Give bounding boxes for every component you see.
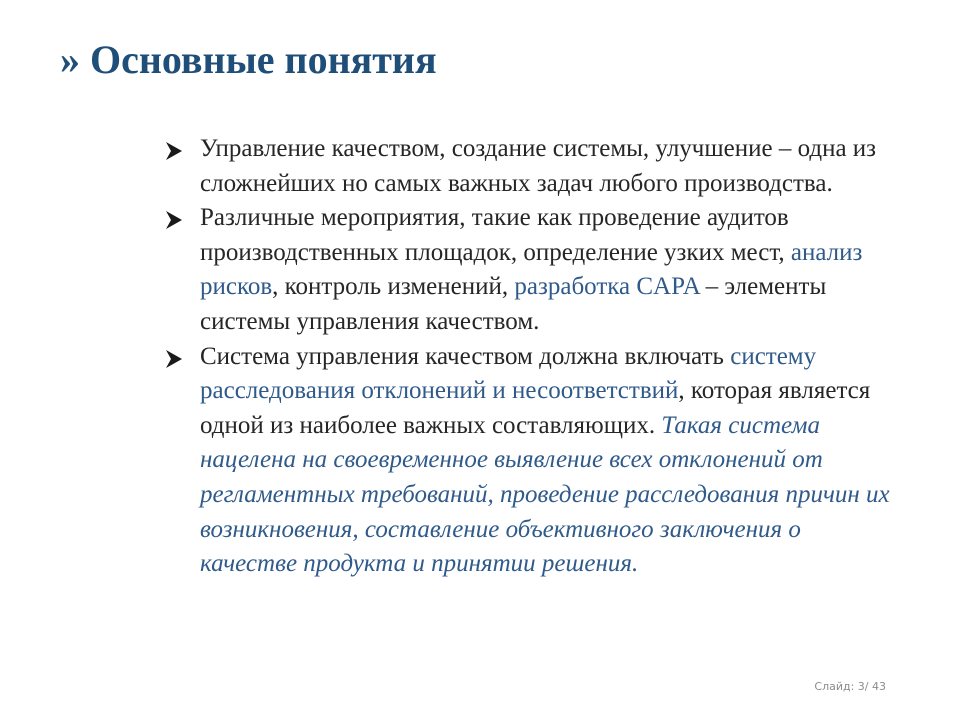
bullet-text: – элементы системы управления качеством. — [200, 273, 827, 335]
italic-emphasis-text: Такая система нацелена на своевременное выявление всех отклонений от регламентных требований, проведение расследования причин их возникновения, составление объективного заключения о качестве продукта и принятии решения. — [200, 411, 890, 578]
arrow-bullet-icon — [164, 349, 184, 369]
bullet-item — [160, 201, 900, 339]
bullet-list — [160, 132, 900, 582]
bullet-text: Система управления качеством должна включать — [200, 342, 731, 370]
bullet-text: Различные мероприятия, такие как проведение аудитов производственных площадок, определение узких мест, — [200, 204, 791, 266]
bullet-text: , которая является одной из наиболее важных составляющих. — [200, 377, 871, 439]
risk-analysis-link[interactable]: анализ рисков — [200, 238, 863, 301]
arrow-bullet-icon — [164, 210, 184, 230]
bullet-text: Управление качеством, создание системы, улучшение – одна из сложнейших но самых важных задач любого производства. — [200, 135, 877, 197]
arrow-bullet-icon — [164, 141, 184, 161]
deviation-investigation-link[interactable]: систему расследования отклонений и несоответствий — [200, 342, 817, 405]
bullet-item — [160, 132, 900, 201]
slide-counter: Слайд: 3/ 43 — [814, 680, 886, 693]
capa-development-link[interactable]: разработка CAPA — [514, 273, 700, 301]
bullet-item — [160, 340, 900, 582]
slide-title: » Основные понятия — [60, 37, 437, 82]
bullet-text: , контроль изменений, — [272, 273, 515, 301]
